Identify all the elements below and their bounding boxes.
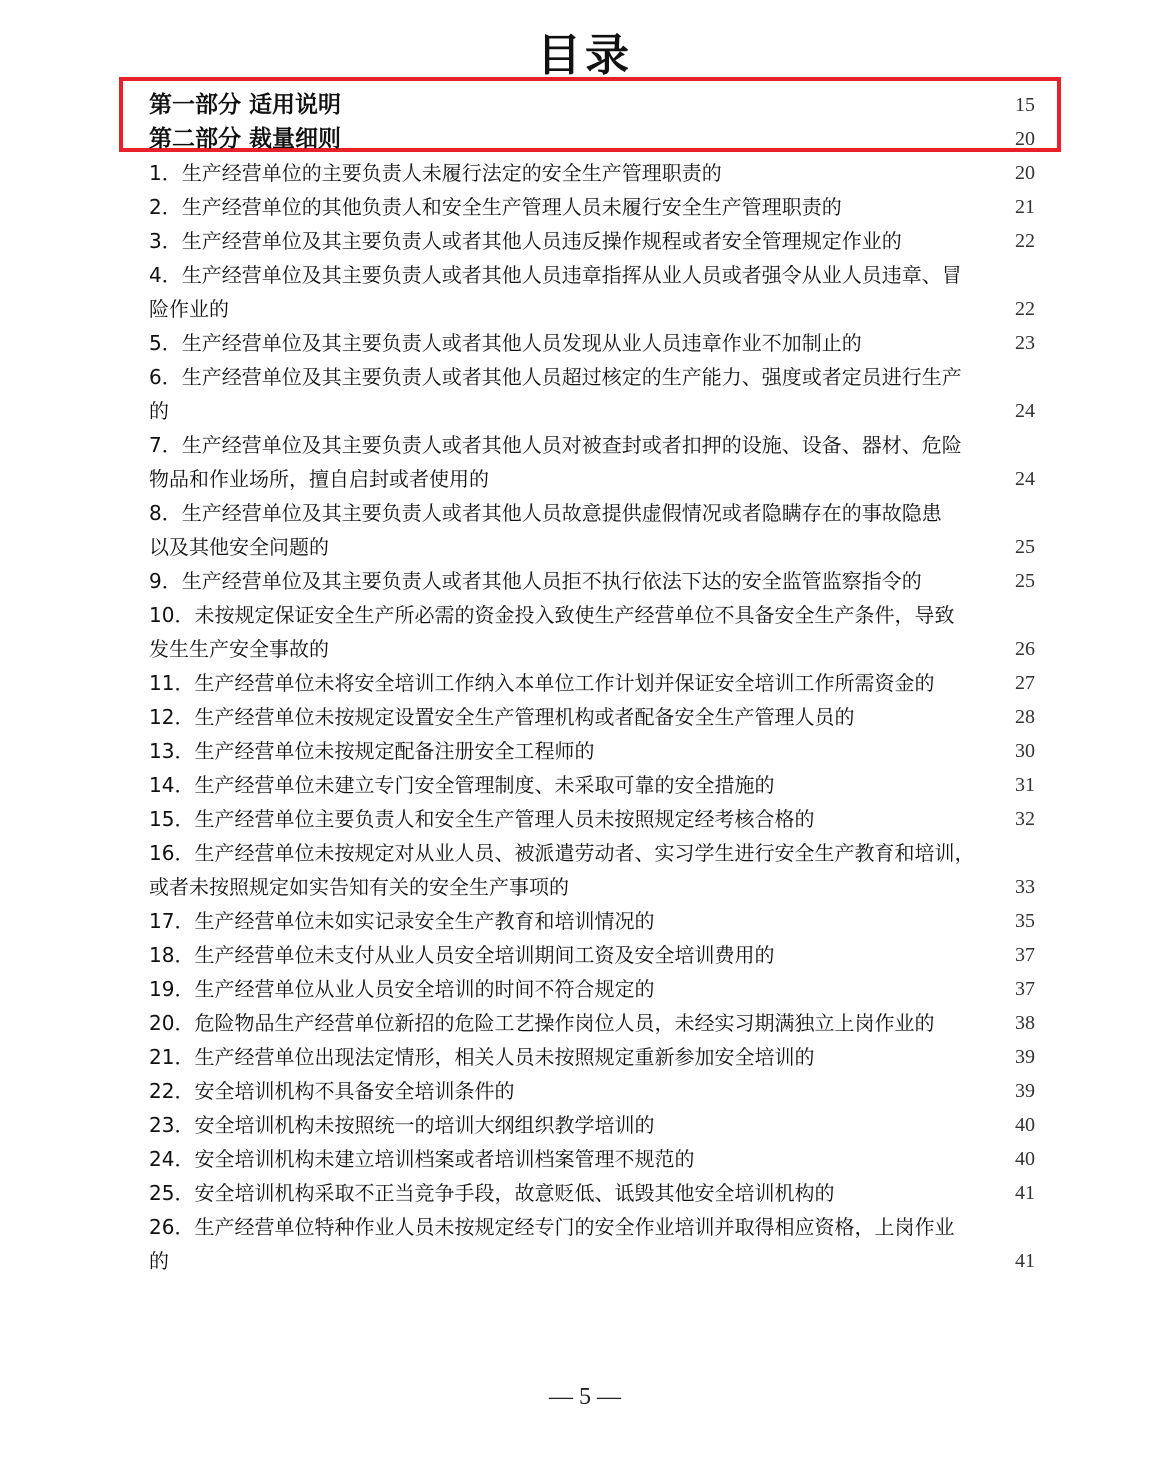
toc-page-number: 21 <box>1015 196 1035 218</box>
toc-page-number: 39 <box>1015 1080 1035 1102</box>
toc-entry-line <box>149 1242 1035 1276</box>
toc-list <box>149 86 1035 1276</box>
toc-entry-line <box>149 1208 1035 1242</box>
toc-page-number: 30 <box>1015 740 1035 762</box>
dot-leader <box>846 192 998 222</box>
toc-page-number: 32 <box>1015 808 1035 830</box>
toc-entry-line <box>149 494 1035 528</box>
toc-entry-text: 的 <box>149 399 169 423</box>
toc-entry-line <box>149 698 1035 732</box>
toc-entry-text: 第一部分 适用说明 <box>149 91 342 118</box>
toc-entry-line <box>149 664 1035 698</box>
dot-leader <box>658 906 998 936</box>
toc-entry-text: 或者未按照规定如实告知有关的安全生产事项的 <box>149 875 569 899</box>
toc-page-number: 40 <box>1015 1114 1035 1136</box>
toc-entry-line <box>149 256 1035 290</box>
toc-page-number: 38 <box>1015 1012 1035 1034</box>
toc-page-number: 31 <box>1015 774 1035 796</box>
dot-leader <box>906 226 998 256</box>
toc-entry-line <box>149 800 1035 834</box>
toc-entry-line <box>149 358 1035 392</box>
dot-leader <box>345 124 998 154</box>
toc-page-number: 22 <box>1015 230 1035 252</box>
dot-leader <box>818 804 998 834</box>
toc-page-number: 26 <box>1015 638 1035 660</box>
toc-entry-line <box>149 1106 1035 1140</box>
toc-entry-line <box>149 1072 1035 1106</box>
toc-entry-text: 5．生产经营单位及其主要负责人或者其他人员发现从业人员违章作业不加制止的 <box>149 331 862 355</box>
toc-entry-line <box>149 460 1035 494</box>
dot-leader <box>938 1008 998 1038</box>
dot-leader <box>658 974 998 1004</box>
toc-entry-text: 9．生产经营单位及其主要负责人或者其他人员拒不执行依法下达的安全监管监察指令的 <box>149 569 922 593</box>
toc-entry-text: 15．生产经营单位主要负责人和安全生产管理人员未按照规定经考核合格的 <box>149 807 815 831</box>
toc-page-number: 41 <box>1015 1182 1035 1204</box>
toc-entry-text: 6．生产经营单位及其主要负责人或者其他人员超过核定的生产能力、强度或者定员进行生产 <box>149 365 962 389</box>
toc-entry-line <box>149 902 1035 936</box>
toc-entry-line <box>149 1174 1035 1208</box>
dot-leader <box>778 770 998 800</box>
toc-entry-line <box>149 290 1035 324</box>
dot-leader <box>333 532 998 562</box>
toc-entry-line <box>149 188 1035 222</box>
dot-leader <box>333 634 998 664</box>
dot-leader <box>658 1110 998 1140</box>
toc-entry-text: 的 <box>149 1249 169 1273</box>
toc-entry-line <box>149 222 1035 256</box>
toc-entry-text: 20．危险物品生产经营单位新招的危险工艺操作岗位人员，未经实习期满独立上岗作业的 <box>149 1011 935 1035</box>
toc-page-number: 20 <box>1015 162 1035 184</box>
dot-leader <box>345 90 998 120</box>
toc-entry-text: 第二部分 裁量细则 <box>149 125 342 152</box>
dot-leader <box>173 396 998 426</box>
toc-page-number: 41 <box>1015 1250 1035 1272</box>
toc-page-number: 37 <box>1015 944 1035 966</box>
toc-entry-text: 物品和作业场所，擅自启封或者使用的 <box>149 467 489 491</box>
toc-entry-line <box>149 1004 1035 1038</box>
toc-page-number: 15 <box>1015 94 1035 116</box>
dot-leader <box>858 702 998 732</box>
toc-entry-line <box>149 528 1035 562</box>
toc-entry-text: 12．生产经营单位未按规定设置安全生产管理机构或者配备安全生产管理人员的 <box>149 705 855 729</box>
toc-page-number: 27 <box>1015 672 1035 694</box>
toc-entry-line <box>149 324 1035 358</box>
dot-leader <box>726 158 998 188</box>
toc-page-number: 23 <box>1015 332 1035 354</box>
toc-entry-text: 10．未按规定保证安全生产所必需的资金投入致使生产经营单位不具备安全生产条件，导致 <box>149 603 955 627</box>
toc-entry-line <box>149 732 1035 766</box>
toc-entry-text: 7．生产经营单位及其主要负责人或者其他人员对被查封或者扣押的设施、设备、器材、危险 <box>149 433 962 457</box>
toc-entry-line <box>149 596 1035 630</box>
dot-leader <box>518 1076 998 1106</box>
toc-page-number: 33 <box>1015 876 1035 898</box>
toc-entry-text: 26．生产经营单位特种作业人员未按规定经专门的安全作业培训并取得相应资格，上岗作业 <box>149 1215 955 1239</box>
dot-leader <box>926 566 998 596</box>
toc-entry-text: 25．安全培训机构采取不正当竞争手段，故意贬低、诋毁其他安全培训机构的 <box>149 1181 835 1205</box>
toc-entry-line <box>149 936 1035 970</box>
toc-entry-line <box>149 392 1035 426</box>
toc-entry-line <box>149 766 1035 800</box>
toc-entry-line <box>149 1140 1035 1174</box>
dot-leader <box>598 736 998 766</box>
toc-entry-text: 以及其他安全问题的 <box>149 535 329 559</box>
dot-leader <box>818 1042 998 1072</box>
toc-entry-text: 13．生产经营单位未按规定配备注册安全工程师的 <box>149 739 595 763</box>
toc-page-number: 35 <box>1015 910 1035 932</box>
toc-entry-text: 17．生产经营单位未如实记录安全生产教育和培训情况的 <box>149 909 655 933</box>
dot-leader <box>233 294 998 324</box>
toc-entry-text: 19．生产经营单位从业人员安全培训的时间不符合规定的 <box>149 977 655 1001</box>
toc-entry-line <box>149 868 1035 902</box>
toc-part-line <box>149 86 1035 120</box>
toc-title: 目录 <box>537 30 633 81</box>
dot-leader <box>866 328 998 358</box>
dot-leader <box>173 1246 998 1276</box>
toc-entry-line <box>149 970 1035 1004</box>
toc-entry-text: 21．生产经营单位出现法定情形，相关人员未按照规定重新参加安全培训的 <box>149 1045 815 1069</box>
toc-entry-line <box>149 630 1035 664</box>
toc-page-number: 37 <box>1015 978 1035 1000</box>
toc-entry-text: 18．生产经营单位未支付从业人员安全培训期间工资及安全培训费用的 <box>149 943 775 967</box>
page-number: — 5 — <box>549 1384 621 1410</box>
toc-page-number: 25 <box>1015 570 1035 592</box>
toc-entry-line <box>149 1038 1035 1072</box>
dot-leader <box>493 464 998 494</box>
toc-part-line <box>149 120 1035 154</box>
toc-entry-text: 22．安全培训机构不具备安全培训条件的 <box>149 1079 515 1103</box>
toc-entry-line <box>149 426 1035 460</box>
toc-entry-text: 4．生产经营单位及其主要负责人或者其他人员违章指挥从业人员或者强令从业人员违章、冒 <box>149 263 962 287</box>
dot-leader <box>698 1144 998 1174</box>
dot-leader <box>573 872 998 902</box>
dot-leader <box>838 1178 998 1208</box>
toc-entry-line <box>149 562 1035 596</box>
toc-entry-line <box>149 154 1035 188</box>
dot-leader <box>778 940 998 970</box>
toc-entry-text: 3．生产经营单位及其主要负责人或者其他人员违反操作规程或者安全管理规定作业的 <box>149 229 902 253</box>
toc-entry-text: 2．生产经营单位的其他负责人和安全生产管理人员未履行安全生产管理职责的 <box>149 195 842 219</box>
toc-page-number: 24 <box>1015 468 1035 490</box>
toc-entry-text: 11．生产经营单位未将安全培训工作纳入本单位工作计划并保证安全培训工作所需资金的 <box>149 671 935 695</box>
dot-leader <box>938 668 998 698</box>
toc-page-number: 28 <box>1015 706 1035 728</box>
toc-page-number: 25 <box>1015 536 1035 558</box>
toc-entry-text: 发生生产安全事故的 <box>149 637 329 661</box>
toc-entry-text: 1．生产经营单位的主要负责人未履行法定的安全生产管理职责的 <box>149 161 722 185</box>
toc-entry-line <box>149 834 1035 868</box>
toc-page-number: 39 <box>1015 1046 1035 1068</box>
toc-page-number: 40 <box>1015 1148 1035 1170</box>
toc-entry-text: 23．安全培训机构未按照统一的培训大纲组织教学培训的 <box>149 1113 655 1137</box>
toc-entry-text: 8．生产经营单位及其主要负责人或者其他人员故意提供虚假情况或者隐瞒存在的事故隐患 <box>149 501 942 525</box>
toc-entry-text: 14．生产经营单位未建立专门安全管理制度、未采取可靠的安全措施的 <box>149 773 775 797</box>
toc-page-number: 22 <box>1015 298 1035 320</box>
toc-page-number: 20 <box>1015 128 1035 150</box>
toc-page-number: 24 <box>1015 400 1035 422</box>
toc-entry-text: 16．生产经营单位未按规定对从业人员、被派遣劳动者、实习学生进行安全生产教育和培训， <box>149 841 975 865</box>
toc-entry-text: 险作业的 <box>149 297 229 321</box>
toc-entry-text: 24．安全培训机构未建立培训档案或者培训档案管理不规范的 <box>149 1147 695 1171</box>
